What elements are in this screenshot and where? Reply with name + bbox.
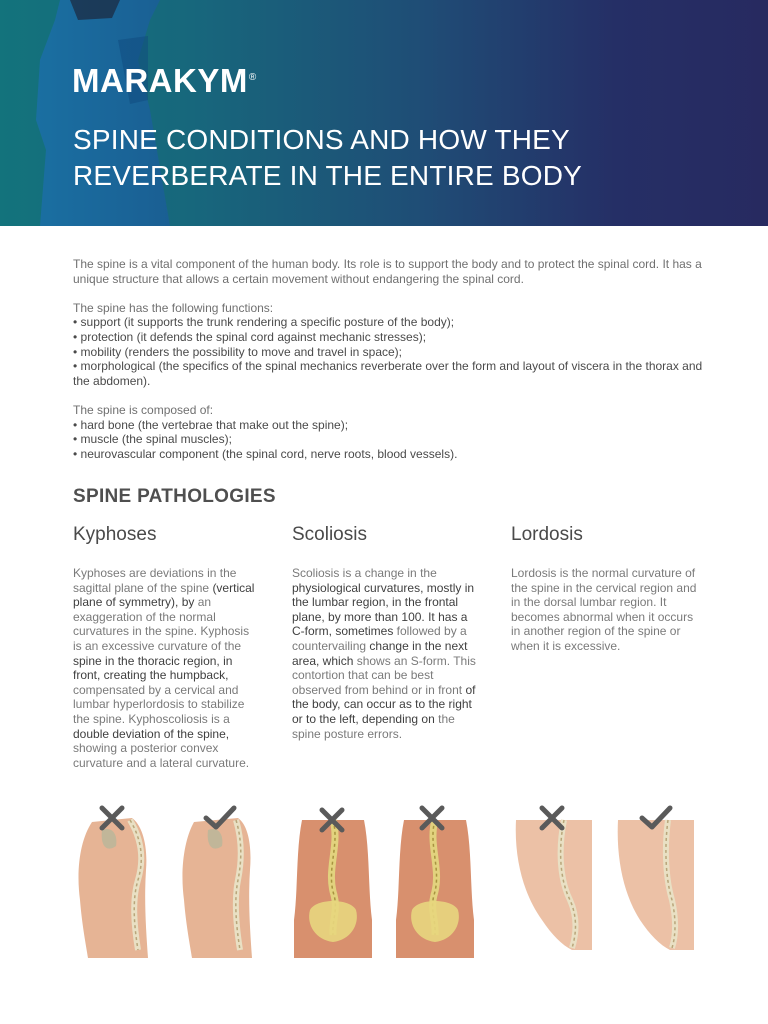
column-text: Lordosis is the normal curvature of the spine in the cervical region and in the dorsal lumbar region. It becomes abnormal when it occurs in another region of the spine or when it is excessive. <box>511 566 697 653</box>
column-text: Kyphoses are deviations in the sagittal plane of the spine (vertical plane of symmetry), by an exaggeration of the normal curvatures in the spine. Kyphosis is an excessive curvature of the spine in the thoracic region, in front, creating the humpback, compensated by a cervical and lumbar hyperlordosis to stabilize the spine. Kyphoscoliosis is a double deviation of the spine, showing a posterior convex curvature and a lateral curvature. <box>73 566 255 770</box>
scoliosis-figure-wrong <box>292 800 374 958</box>
column-title: Kyphoses <box>73 524 157 545</box>
column-text: Scoliosis is a change in the physiological curvatures, mostly in the lumbar region, in the frontal plane, by more than 100. It has a C-form, sometimes followed by a countervailing change in the next area, which shows an S-form. This contortion that can be best observed from behind or in front of the body, can occur as to the right or to the left, depending on the spine posture errors. <box>292 566 476 741</box>
scoliosis-column <box>292 524 482 741</box>
column-title: Lordosis <box>511 524 583 545</box>
kyphosis-figure-wrong <box>72 800 154 958</box>
section-title: SPINE PATHOLOGIES <box>73 486 276 507</box>
intro-text <box>73 257 703 476</box>
intro-paragraph: The spine is a vital component of the human body. Its role is to support the body and to protect the spinal cord. It has a unique structure that allows a certain movement without endangering the spinal cord. <box>73 257 702 286</box>
functions-block: The spine has the following functions: • support (it supports the trunk rendering a specific posture of the body); • protection (it defends the spinal cord against mechanic stresses); • mobility (renders the possibility to move and travel in space); • morphological (the specifics of the spinal mechanics reverberate over the form and layout of viscera in the thorax and the abdomen). <box>73 300 703 388</box>
lordosis-column <box>511 524 699 654</box>
kyphoses-column <box>73 524 261 770</box>
lordosis-figure-correct <box>614 800 696 958</box>
brand-logo[interactable]: MARAKYM® <box>72 62 257 99</box>
spine-illustrations <box>0 800 768 960</box>
header-banner <box>0 0 768 226</box>
scoliosis-figure-wrong-2 <box>394 800 476 958</box>
composition-block: The spine is composed of: • hard bone (the vertebrae that make out the spine); • muscle (the spinal muscles); • neurovascular component (the spinal cord, nerve roots, blood vessels). <box>73 402 458 461</box>
page-title: SPINE CONDITIONS AND HOW THEY REVERBERATE IN THE ENTIRE BODY <box>73 124 583 191</box>
column-title: Scoliosis <box>292 524 367 545</box>
lordosis-figure-wrong <box>512 800 594 958</box>
kyphosis-figure-correct <box>176 800 258 958</box>
